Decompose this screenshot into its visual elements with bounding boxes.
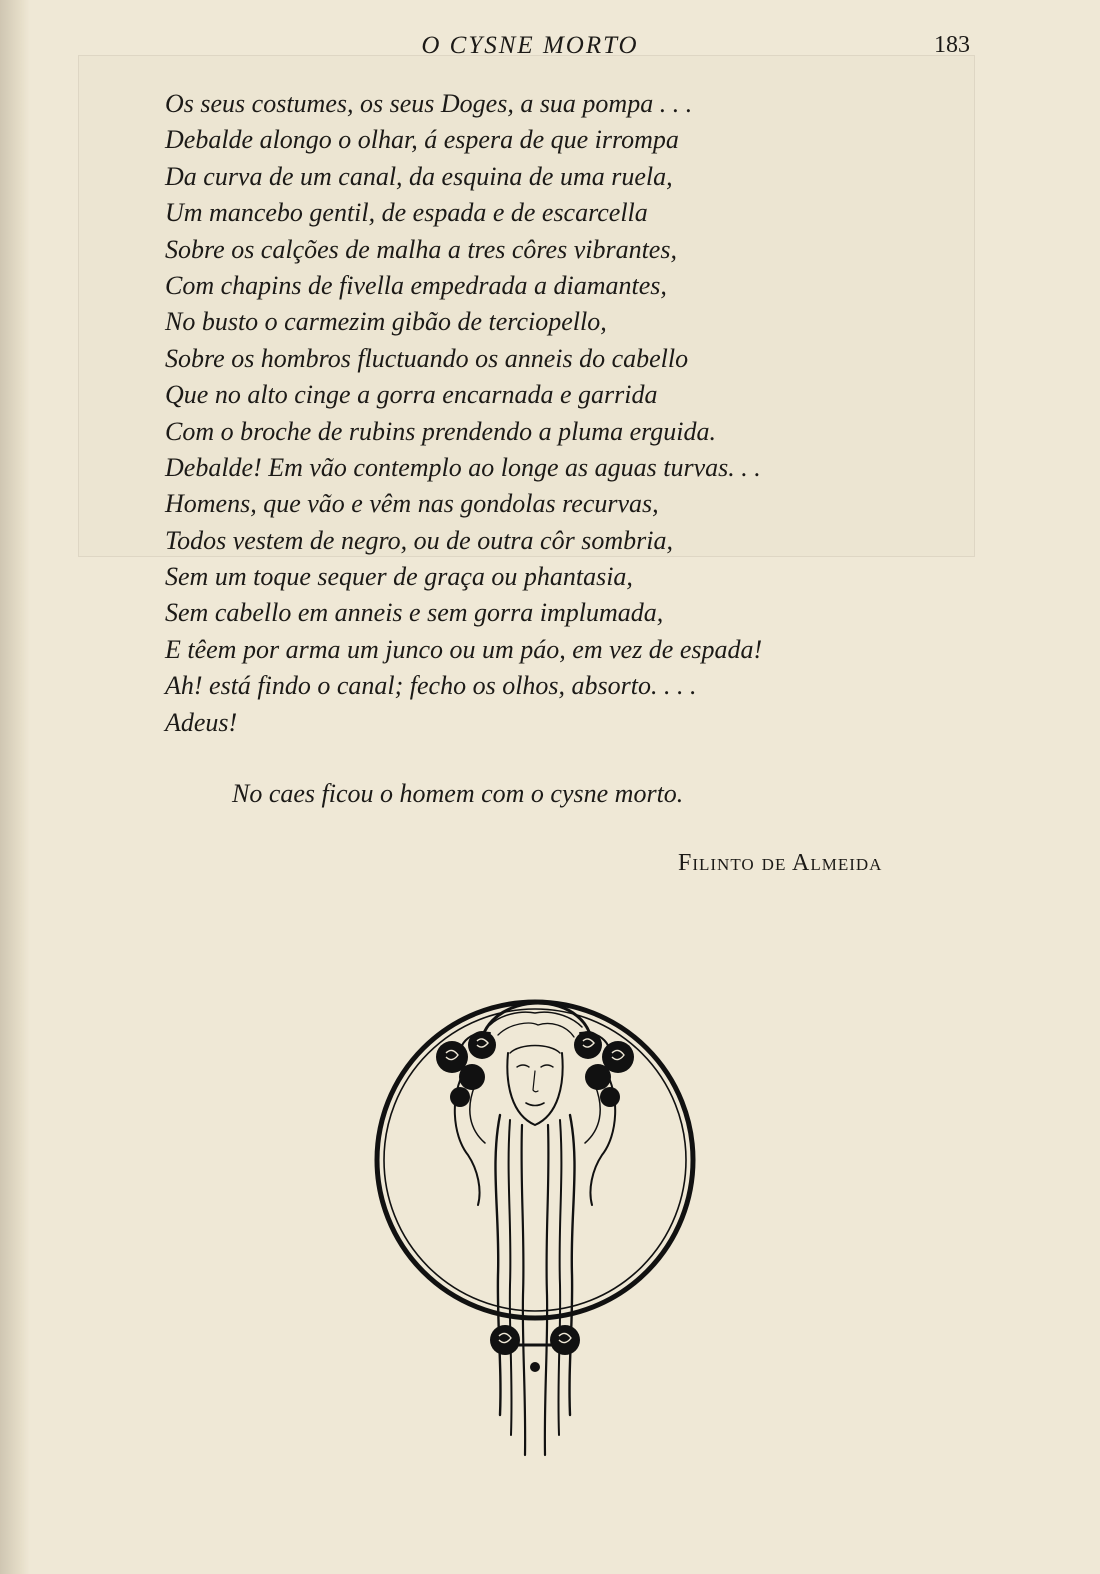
poem-line: Sem cabello em anneis e sem gorra implumada,: [165, 598, 664, 628]
poem-line: Debalde alongo o olhar, á espera de que irrompa: [165, 125, 679, 155]
poem-line: Sobre os calções de malha a tres côres vibrantes,: [165, 234, 677, 264]
poem-line: Homens, que vão e vêm nas gondolas recurvas,: [165, 489, 659, 519]
running-title: O CYSNE MORTO: [421, 32, 639, 59]
poem-line: Todos vestem de negro, ou de outra côr sombria,: [165, 525, 673, 555]
poem-line: Que no alto cinge a gorra encarnada e garrida: [165, 380, 658, 410]
poem-line: Adeus!: [165, 707, 238, 737]
page-number: 183: [934, 32, 970, 58]
poem-line: No busto o carmezim gibão de terciopello,: [165, 307, 607, 337]
page-gutter-shadow: [0, 0, 30, 1574]
art-nouveau-woman-head-vignette-icon: [360, 995, 710, 1460]
poem-line: Os seus costumes, os seus Doges, a sua pompa . . .: [165, 89, 693, 118]
poem-line: Debalde! Em vão contemplo ao longe as aguas turvas. . .: [165, 452, 761, 482]
poem-line: E têem por arma um junco ou um páo, em vez de espada!: [165, 634, 763, 664]
poem-line: Com o broche de rubins prendendo a pluma erguida.: [165, 416, 717, 446]
poem-closing-line: No caes ficou o homem com o cysne morto.: [232, 779, 684, 808]
poem-line: Com chapins de fivella empedrada a diamantes,: [165, 270, 667, 300]
author-signature: Filinto de Almeida: [678, 850, 883, 876]
poem-line: Ah! está findo o canal; fecho os olhos, absorto. . . .: [165, 671, 697, 701]
poem-line: Um mancebo gentil, de espada e de escarcella: [165, 198, 648, 228]
poem-line: Sobre os hombros fluctuando os anneis do cabello: [165, 343, 689, 373]
poem-line: Sem um toque sequer de graça ou phantasia,: [165, 562, 633, 592]
poem-line: Da curva de um canal, da esquina de uma ruela,: [165, 161, 673, 191]
poem-stanza: [165, 86, 925, 741]
